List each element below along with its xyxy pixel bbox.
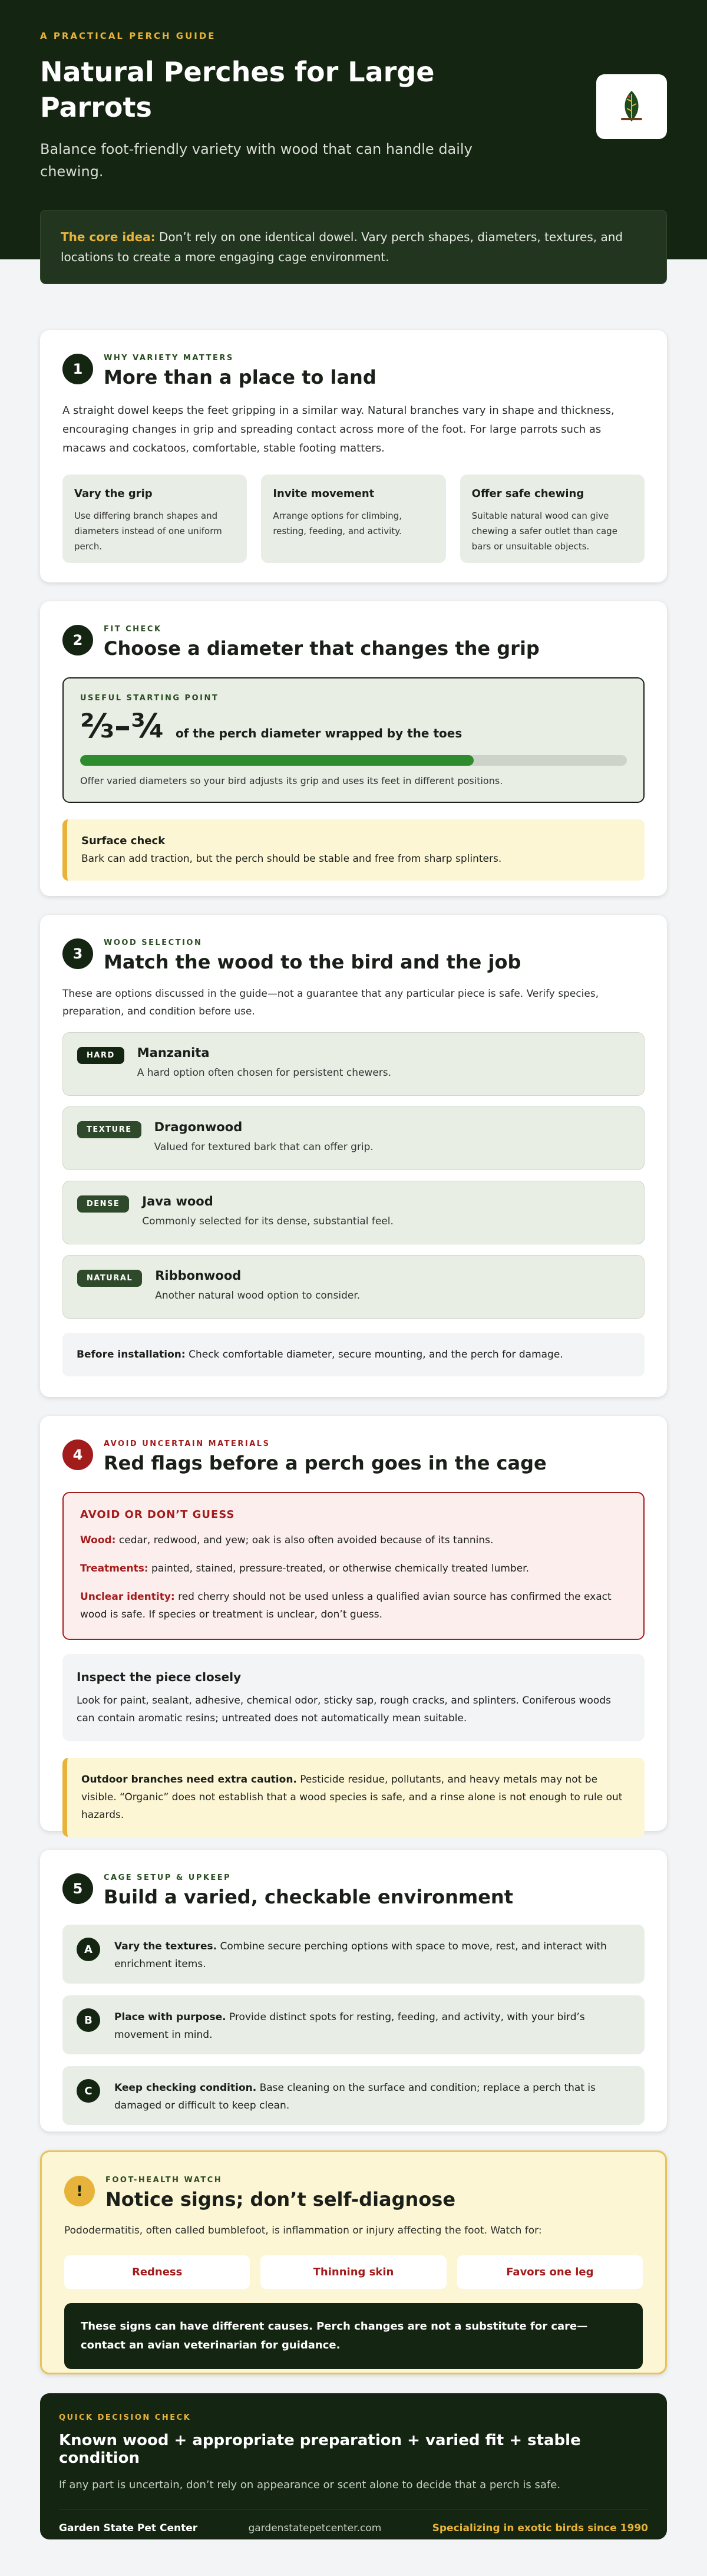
section-number: 2 [62,625,93,655]
section-kicker: AVOID UNCERTAIN MATERIALS [104,1439,270,1448]
logo [596,74,667,139]
wood-tag: HARD [77,1047,124,1064]
inspect-note [62,1654,645,1741]
benefit-title: Offer safe chewing [471,487,584,500]
gauge-text: of the perch diameter wrapped by the toes [175,726,462,740]
section-kicker: FOOT-HEALTH WATCH [105,2176,223,2185]
core-idea-label: The core idea: [61,230,156,244]
outdoor-text: Pesticide residue, pollutants, and heavy metals may not be visible. “Organic” does not establish that a wood species is safe, and a rinse alone is not enough to rule out hazards. [81,1774,623,1821]
section-wood-selection [40,915,667,1397]
callout-text: Bark can add traction, but the perch should be stable and free from sharp splinters. [81,853,502,865]
section-kicker: FIT CHECK [104,625,162,634]
wood-name: Ribbonwood [155,1269,242,1283]
avoid-item [80,1588,627,1623]
section-foot-health [40,2150,667,2374]
step-label: Place with purpose. [114,2011,226,2023]
vet-warning: These signs can have different causes. Perch changes are not a substitute for care—contact an avian veterinarian for guidance. [64,2303,643,2369]
avoid-list [62,1492,645,1640]
gauge-note: Offer varied diameters so your bird adjusts its grip and uses its feet in different positions. [80,775,503,786]
install-note [62,1333,645,1376]
avoid-label: Unclear identity: [80,1591,175,1603]
footer-note: If any part is uncertain, don’t rely on appearance or scent alone to decide that a perch is safe. [59,2479,561,2491]
section-number: 1 [62,354,93,384]
wood-name: Dragonwood [154,1120,243,1134]
variety-benefits [62,475,645,563]
section-title: Match the wood to the bird and the job [104,951,521,973]
section-variety [40,330,667,582]
section-number: 4 [62,1439,93,1470]
step-letter: C [77,2079,100,2103]
wood-desc: Another natural wood option to consider. [155,1290,361,1302]
benefit-desc: Arrange options for climbing, resting, feeding, and activity. [273,510,402,536]
footer-headline: Known wood + appropriate preparation + varied fit + stable condition [59,2432,581,2467]
avoid-item [80,1531,627,1549]
avoid-text: red cherry should not be used unless a qualified avian source has confirmed the exact wood is safe. If species or treatment is unclear, don’t guess. [80,1591,612,1620]
warning-icon: ! [64,2176,95,2206]
symptom-chips [64,2255,643,2289]
symptom-chip: Favors one leg [457,2255,643,2289]
section-number: 5 [62,1873,93,1904]
wood-tag: TEXTURE [77,1121,141,1138]
step-letter: A [77,1938,100,1961]
avoid-text: painted, stained, pressure-treated, or otherwise chemically treated lumber. [148,1563,529,1574]
wood-desc: Commonly selected for its dense, substantial feel. [142,1215,394,1227]
surface-check-callout [62,819,645,881]
step-text: Base cleaning on the surface and condition; replace a perch that is damaged or difficult to keep clean. [114,2082,596,2111]
avoid-label: Treatments: [80,1563,148,1574]
benefit-card [261,475,445,563]
install-text: Check comfortable diameter, secure mounting, and the perch for damage. [185,1349,563,1361]
section-cage-setup [40,1850,667,2132]
avoid-text: cedar, redwood, and yew; oak is also often avoided because of its tannins. [115,1534,494,1546]
outdoor-label: Outdoor branches need extra caution. [81,1774,297,1786]
setup-step [62,1925,645,1984]
section-body: Pododermatitis, often called bumblefoot, is inflammation or injury affecting the foot. Watch for: [64,2225,542,2236]
footer-kicker: QUICK DECISION CHECK [59,2413,191,2422]
avoid-label: Wood: [80,1534,116,1546]
step-text: Provide distinct spots for resting, feeding, and activity, with your bird’s movement in mind. [114,2011,585,2041]
section-body: A straight dowel keeps the feet gripping in a similar way. Natural branches vary in shape and thickness, encouraging changes in grip and spreading contact across more of the foot. For large parrots such as macaws and cockatoos, comfortable, stable footing matters. [62,404,615,454]
footer-brand: Garden State Pet Center [59,2522,198,2534]
section-fit-check [40,601,667,896]
hero-eyebrow: A PRACTICAL PERCH GUIDE [40,31,216,41]
wood-tag: NATURAL [77,1270,142,1287]
section-number: 3 [62,938,93,969]
gauge-bar [80,755,627,766]
inspect-title: Inspect the piece closely [77,1670,242,1684]
gauge-bar-fill [80,755,474,766]
footer-tagline: Specializing in exotic birds since 1990 [432,2522,648,2534]
page-subtitle: Balance foot-friendly variety with wood that can handle daily chewing. [40,141,473,180]
section-title: Notice signs; don’t self-diagnose [105,2188,456,2211]
callout-title: Surface check [81,835,166,847]
core-idea-banner [40,210,667,284]
footer-site-link[interactable]: gardenstatepetcenter.com [248,2522,382,2534]
wood-desc: A hard option often chosen for persistent chewers. [137,1067,392,1079]
gauge-value: ⅔–¾ [80,707,165,746]
section-title: Build a varied, checkable environment [104,1886,513,1908]
inspect-text: Look for paint, sealant, adhesive, chemical odor, sticky sap, rough cracks, and splinters. Coniferous woods can contain aromatic resins; untreated does not automatically mean suitable. [77,1695,611,1724]
benefit-card [460,475,645,563]
section-title: Choose a diameter that changes the grip [104,637,540,660]
section-red-flags [40,1416,667,1831]
step-label: Keep checking condition. [114,2082,257,2094]
wood-name: Java wood [142,1194,213,1208]
step-text: Combine secure perching options with space to move, rest, and interact with enrichment items. [114,1941,607,1970]
page-title: Natural Perches for Large Parrots [40,56,435,123]
hero-header [0,0,707,264]
step-letter: B [77,2008,100,2032]
core-idea-text: Don’t rely on one identical dowel. Vary perch shapes, diameters, textures, and locations to create a more engaging cage environment. [61,230,623,264]
wood-option [62,1181,645,1244]
setup-step [62,2066,645,2125]
decision-footer [40,2393,667,2539]
wood-option [62,1032,645,1096]
benefit-title: Invite movement [273,487,375,500]
benefit-desc: Use differing branch shapes and diameters instead of one uniform perch. [74,510,222,552]
section-title: More than a place to land [104,366,376,388]
section-title: Red flags before a perch goes in the cage [104,1452,547,1474]
setup-step [62,1995,645,2054]
step-label: Vary the textures. [114,1941,217,1952]
section-kicker: CAGE SETUP & UPKEEP [104,1873,232,1882]
wood-option [62,1255,645,1319]
wood-option [62,1106,645,1170]
section-body: These are options discussed in the guide—not a guarantee that any particular piece is safe. Verify species, preparation, and condition before use. [62,988,599,1017]
wood-name: Manzanita [137,1046,210,1060]
benefit-title: Vary the grip [74,487,153,500]
wood-desc: Valued for textured bark that can offer grip. [154,1141,374,1153]
benefit-card [62,475,247,563]
wood-tag: DENSE [77,1195,129,1213]
avoid-item [80,1560,627,1577]
section-kicker: WOOD SELECTION [104,938,203,947]
symptom-chip: Thinning skin [260,2255,446,2289]
outdoor-callout [62,1758,645,1837]
benefit-desc: Suitable natural wood can give chewing a safer outlet than cage bars or unsuitable objects. [471,510,617,552]
avoid-title: AVOID OR DON’T GUESS [80,1508,235,1521]
gauge-label: USEFUL STARTING POINT [80,694,219,703]
symptom-chip: Redness [64,2255,250,2289]
diameter-gauge [62,677,645,803]
section-kicker: WHY VARIETY MATTERS [104,354,234,363]
install-label: Before installation: [77,1349,186,1361]
perch-branch-icon [617,88,646,125]
